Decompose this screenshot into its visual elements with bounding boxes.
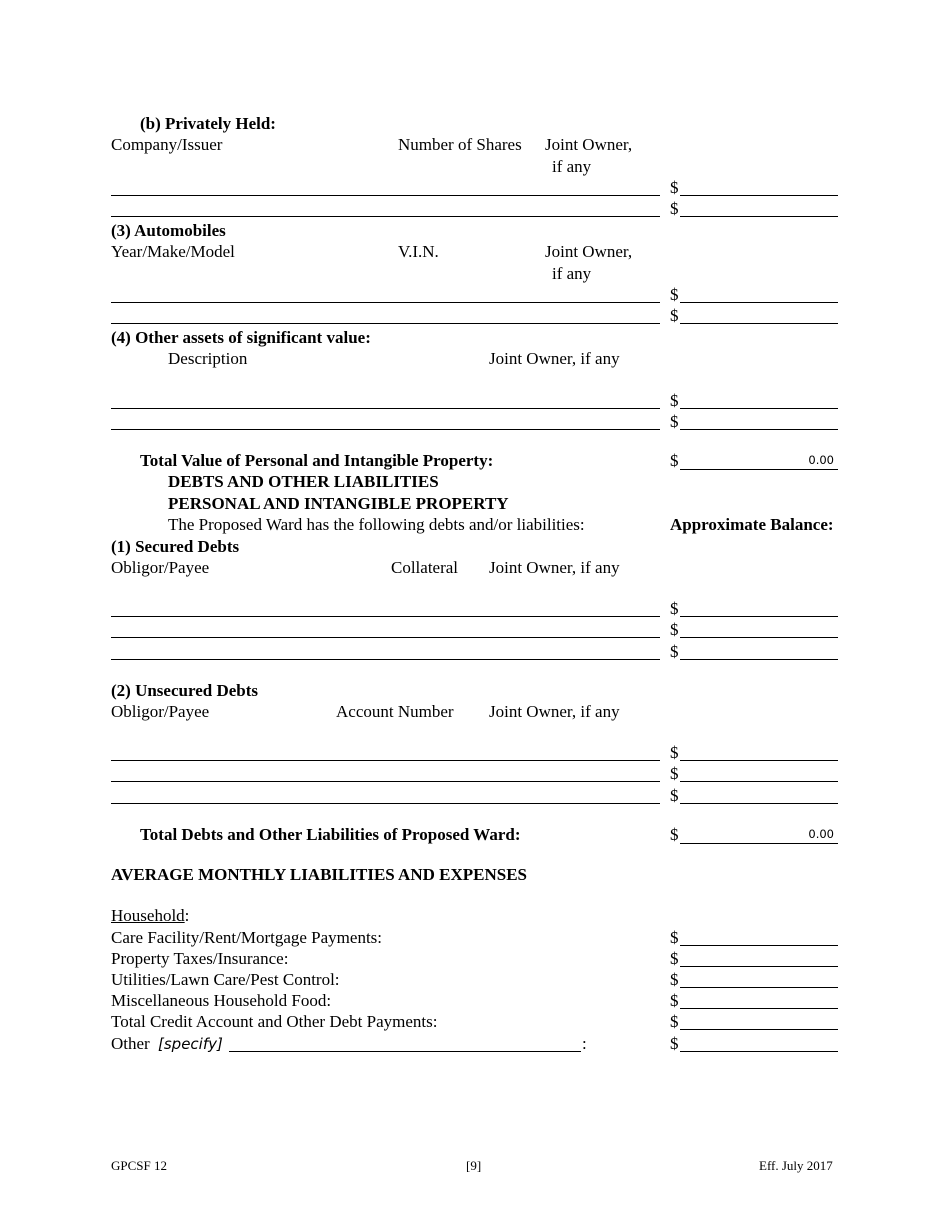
dollar-sign: $	[670, 199, 679, 218]
automobile-entry-line[interactable]	[111, 323, 660, 324]
privately-held-entry-line[interactable]	[111, 195, 660, 196]
dollar-sign: $	[670, 599, 679, 618]
col-joint-owner: Joint Owner,	[545, 242, 633, 261]
col-year-make-model: Year/Make/Model	[111, 242, 235, 261]
automobile-amount-field[interactable]	[680, 323, 838, 324]
col-number-of-shares: Number of Shares	[398, 135, 522, 154]
total-debts-value: 0.00	[808, 827, 834, 841]
expense-label: Property Taxes/Insurance:	[111, 949, 289, 968]
dollar-sign: $	[670, 642, 679, 661]
dollar-sign: $	[670, 970, 679, 989]
household-label	[111, 906, 189, 926]
footer-effective-date: Eff. July 2017	[759, 1158, 833, 1173]
dollar-sign: $	[670, 1034, 679, 1053]
total-debts-field[interactable]	[680, 823, 838, 844]
col-joint-owner-if-any: Joint Owner, if any	[489, 702, 620, 721]
utilities-amount-field[interactable]	[680, 987, 838, 988]
col-joint-owner-if-any: Joint Owner, if any	[489, 349, 620, 368]
col-collateral: Collateral	[391, 558, 459, 577]
unsecured-debt-entry-line[interactable]	[111, 803, 660, 804]
other-expense-amount-field[interactable]	[680, 1051, 838, 1052]
dollar-sign: $	[670, 786, 679, 805]
unsecured-debt-entry-line[interactable]	[111, 781, 660, 782]
household-colon: :	[184, 906, 190, 925]
debts-heading: DEBTS AND OTHER LIABILITIES	[168, 472, 439, 491]
col-obligor-payee: Obligor/Payee	[111, 702, 210, 721]
col-company-issuer: Company/Issuer	[111, 135, 223, 154]
expense-label: Total Credit Account and Other Debt Payments:	[111, 1012, 438, 1031]
other-specify-field[interactable]	[229, 1051, 581, 1052]
col-description: Description	[168, 349, 248, 368]
dollar-sign: $	[670, 451, 679, 470]
other-asset-entry-line[interactable]	[111, 429, 660, 430]
care-facility-amount-field[interactable]	[680, 945, 838, 946]
dollar-sign: $	[670, 991, 679, 1010]
other-expense-label: Other	[111, 1034, 150, 1053]
footer-page-number: [9]	[466, 1158, 482, 1173]
secured-debt-entry-line[interactable]	[111, 637, 660, 638]
dollar-sign: $	[670, 1012, 679, 1031]
unsecured-debt-amount-field[interactable]	[680, 781, 838, 782]
unsecured-debt-amount-field[interactable]	[680, 803, 838, 804]
col-joint-owner-if-any: if any	[552, 157, 592, 176]
secured-debt-entry-line[interactable]	[111, 659, 660, 660]
credit-payments-amount-field[interactable]	[680, 1029, 838, 1030]
col-obligor-payee: Obligor/Payee	[111, 558, 210, 577]
dollar-sign: $	[670, 928, 679, 947]
secured-debts-heading: (1) Secured Debts	[111, 537, 240, 556]
dollar-sign: $	[670, 412, 679, 431]
other-assets-heading: (4) Other assets of significant value:	[111, 328, 371, 347]
col-vin: V.I.N.	[398, 242, 439, 261]
dollar-sign: $	[670, 178, 679, 197]
privately-held-amount-field[interactable]	[680, 195, 838, 196]
dollar-sign: $	[670, 949, 679, 968]
other-specify-colon: :	[582, 1034, 587, 1053]
privately-held-amount-field[interactable]	[680, 216, 838, 217]
col-joint-owner: Joint Owner,	[545, 135, 633, 154]
dollar-sign: $	[670, 306, 679, 325]
expense-label: Utilities/Lawn Care/Pest Control:	[111, 970, 340, 989]
household-food-amount-field[interactable]	[680, 1008, 838, 1009]
approximate-balance-label: Approximate Balance:	[670, 515, 834, 534]
expense-label: Miscellaneous Household Food:	[111, 991, 332, 1010]
secured-debt-amount-field[interactable]	[680, 616, 838, 617]
col-joint-owner-if-any: if any	[552, 264, 592, 283]
dollar-sign: $	[670, 825, 679, 844]
total-personal-property-label: Total Value of Personal and Intangible Property:	[140, 451, 494, 470]
dollar-sign: $	[670, 391, 679, 410]
other-asset-entry-line[interactable]	[111, 408, 660, 409]
expense-label: Care Facility/Rent/Mortgage Payments:	[111, 928, 383, 947]
secured-debt-amount-field[interactable]	[680, 659, 838, 660]
property-taxes-amount-field[interactable]	[680, 966, 838, 967]
automobile-entry-line[interactable]	[111, 302, 660, 303]
col-joint-owner-if-any: Joint Owner, if any	[489, 558, 620, 577]
total-personal-property-field[interactable]	[680, 449, 838, 470]
footer-form-id: GPCSF 12	[111, 1158, 167, 1173]
dollar-sign: $	[670, 764, 679, 783]
debts-intro: The Proposed Ward has the following debts and/or liabilities:	[168, 515, 585, 534]
col-account-number: Account Number	[336, 702, 454, 721]
monthly-heading: AVERAGE MONTHLY LIABILITIES AND EXPENSES	[111, 865, 527, 884]
other-asset-amount-field[interactable]	[680, 408, 838, 409]
other-specify-hint: [specify]	[158, 1035, 223, 1053]
other-asset-amount-field[interactable]	[680, 429, 838, 430]
unsecured-debt-amount-field[interactable]	[680, 760, 838, 761]
automobiles-heading: (3) Automobiles	[111, 221, 226, 240]
debts-subheading: PERSONAL AND INTANGIBLE PROPERTY	[168, 494, 509, 513]
automobile-amount-field[interactable]	[680, 302, 838, 303]
privately-held-entry-line[interactable]	[111, 216, 660, 217]
dollar-sign: $	[670, 620, 679, 639]
unsecured-debt-entry-line[interactable]	[111, 760, 660, 761]
dollar-sign: $	[670, 285, 679, 304]
privately-held-heading: (b) Privately Held:	[140, 114, 276, 133]
dollar-sign: $	[670, 743, 679, 762]
total-personal-property-value: 0.00	[808, 453, 834, 467]
unsecured-debts-heading: (2) Unsecured Debts	[111, 681, 259, 700]
secured-debt-entry-line[interactable]	[111, 616, 660, 617]
secured-debt-amount-field[interactable]	[680, 637, 838, 638]
total-debts-label: Total Debts and Other Liabilities of Proposed Ward:	[140, 825, 521, 844]
household-label-text: Household	[111, 906, 185, 925]
